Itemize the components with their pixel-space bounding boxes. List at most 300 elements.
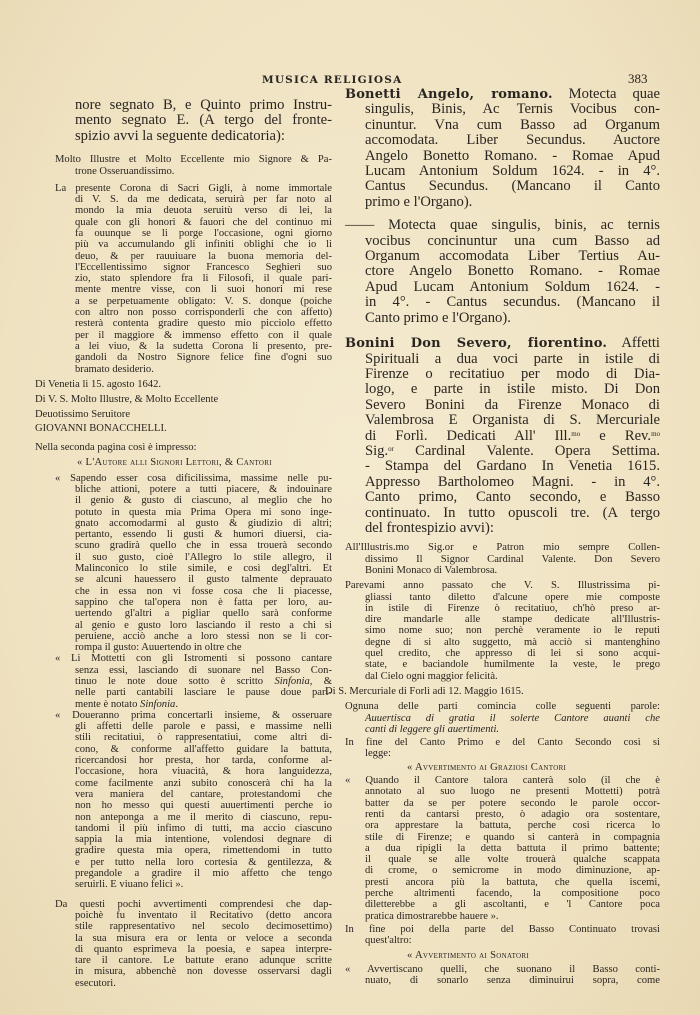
text-line xyxy=(365,877,660,888)
text-segment: seruirli. E viuano felici ». xyxy=(75,879,184,891)
italic-text: Sinfonia xyxy=(140,698,176,710)
dedication-date xyxy=(35,378,332,390)
text-line xyxy=(75,98,332,113)
text-segment: resterà contenta gradire questo mio picciolo effetto xyxy=(75,318,332,330)
text-segment: gliassi tanto diletto d'alcune opere mie composte xyxy=(365,591,660,603)
text-segment: Apud Lucam Antonium Soldum 1624. - xyxy=(365,278,660,295)
text-segment: non anteponga a me il merito di ciascuno, repu- xyxy=(75,811,332,823)
text-segment: mento segnato E. (A tergo del fronte- xyxy=(75,112,332,129)
text-line xyxy=(407,762,660,773)
text-segment: Molto Illustre et Molto Eccellente mio Signore & Pa- xyxy=(55,154,332,166)
text-line xyxy=(365,911,660,922)
text-segment: In fine del Canto Primo e del Canto Secondo così si xyxy=(345,737,660,749)
text-line xyxy=(75,318,332,329)
dedication-closing xyxy=(35,394,332,406)
text-line xyxy=(365,565,660,576)
text-line xyxy=(345,336,660,351)
text-segment: di Forlì. Dedicati All' Ill. xyxy=(365,427,572,444)
text-segment: Di S. Mercuriale di Forlì adi 12. Maggio 1615. xyxy=(325,685,524,697)
text-line xyxy=(55,473,332,484)
text-segment: Nella seconda pagina così è impresso: xyxy=(35,442,197,454)
page-number: 383 xyxy=(628,71,648,86)
author-notice-paragraph xyxy=(55,653,332,709)
text-line xyxy=(55,653,332,664)
text-line xyxy=(75,642,332,653)
text-segment: batter da se per potere secondo le parole occor- xyxy=(365,797,660,809)
text-segment: Di V. S. Molto Illustre, & Molto Eccellente xyxy=(35,394,219,406)
text-segment: renti da cantarsi presto, ò adagio ora sostentare, xyxy=(365,808,660,820)
text-segment: accomodata. Liber Secundus. Auctore xyxy=(365,132,660,149)
text-segment: annotato al suo luogo ne presenti Mottetti) potrà xyxy=(365,786,660,798)
text-line xyxy=(75,732,332,743)
dedication-salutation xyxy=(55,154,332,177)
text-segment: Affetti xyxy=(607,335,660,352)
text-line xyxy=(75,330,332,341)
text-segment: « L'Autore alli Signori Lettori, & Cantori xyxy=(77,457,272,469)
text-segment: bliche attioni, potere a tutti piacere, & indouinare xyxy=(75,483,332,495)
text-segment: cinuntur. Vna cum Basso ad Organum xyxy=(365,116,660,133)
bibliography-entry-bonetti xyxy=(345,87,660,210)
text-segment: sappino che tal'opera non è fatta per loro, au- xyxy=(75,596,332,608)
text-line xyxy=(75,812,332,823)
text-line xyxy=(365,786,660,797)
text-segment: di crome, o semicrome in modo diminuzione, ap- xyxy=(365,865,660,877)
text-segment: rompa il gusto: Auuertendo in oltre che xyxy=(75,642,242,654)
text-segment: al genio e gusto loro lasciando il resto a chi si xyxy=(75,619,332,631)
text-segment: logo, e parte in istile misto. Di Don xyxy=(365,381,660,398)
text-line xyxy=(75,352,332,363)
text-segment: mente è notato xyxy=(75,698,141,710)
text-line xyxy=(365,843,660,854)
text-segment: cono, & conforme all'affetto guidare la battuta, xyxy=(75,743,332,755)
text-segment: gradire questa mia opera, rimettendomi in tutto xyxy=(75,845,332,857)
text-segment: senza essi, lasciando di suonare nel Basso Con- xyxy=(75,664,332,676)
text-segment: a lei viuo, & la sudetta Corona li presento, pre- xyxy=(75,340,332,352)
text-segment: perche altrimenti facendo, la compositione poco xyxy=(365,887,660,899)
text-segment: Deuotissimo Seruitore xyxy=(35,409,131,421)
text-segment: Sig. xyxy=(365,442,389,459)
text-line xyxy=(75,484,332,495)
text-segment: vera maniera del cantare, protestandomi che xyxy=(75,788,332,800)
text-segment: quale con gli honori & fauori che del continuo mi xyxy=(75,216,332,228)
text-line xyxy=(77,457,332,468)
italic-text: canti di leggere gli auertimenti. xyxy=(365,723,500,735)
text-line xyxy=(55,710,332,721)
text-segment: uertendo gl'altri a pigliar quello sarà conforme xyxy=(75,608,332,620)
parts-note xyxy=(345,701,660,735)
text-segment: stile rappresentativo nel secolo decimosettimo) xyxy=(75,921,332,933)
text-line xyxy=(75,597,332,608)
text-line xyxy=(365,521,660,536)
text-segment: in misura, abbenchè non dovesse osservarsi dagli xyxy=(75,966,332,978)
entry-heading: Bonini Don Severo, fiorentino. xyxy=(345,336,608,352)
text-segment: Cantus Secundus. (Mancano il Canto xyxy=(365,178,660,195)
text-segment: nore segnato B, e Quinto primo Instru- xyxy=(75,97,332,113)
text-segment: ora apprestare la battuta, perche così ricerca lo xyxy=(365,820,660,832)
text-segment: Valembrosa E Organista di S. Mercuriale xyxy=(365,412,660,429)
text-line xyxy=(365,444,660,459)
text-line xyxy=(75,676,332,687)
text-line xyxy=(365,554,660,565)
text-segment: con altro non posso corrisponderli che con affetto) xyxy=(75,307,332,319)
text-segment: Da questi pochi avvertimenti comprendesi che dap- xyxy=(55,898,332,910)
text-segment: Di Venetia li 15. agosto 1642. xyxy=(35,378,162,390)
text-segment: tare il cantore. Le battute erano adunque scritte xyxy=(75,955,332,967)
text-segment: Parevami anno passato che V. S. Illustrissima pi- xyxy=(345,580,660,592)
text-segment: dire mandarle alle stampe dedicate all'Illustris- xyxy=(365,614,660,626)
dedication-letter xyxy=(55,183,332,375)
text-line xyxy=(75,721,332,732)
text-line xyxy=(75,834,332,845)
text-segment: in istile di Firenze ò recitatiuo, ch'hò preso ar- xyxy=(365,602,660,614)
text-line xyxy=(365,820,660,831)
text-segment: - Stampa del Gardano In Venetia 1615. xyxy=(365,458,660,475)
text-segment: simo nome suo; non perchè veramente io le reputi xyxy=(365,625,660,637)
italic-text: Sinfonia xyxy=(274,675,310,687)
text-line xyxy=(365,713,660,724)
text-segment: vocibus concinuntur una cum Basso ad xyxy=(365,232,660,249)
text-segment: dal Cielo ogni maggior felicità. xyxy=(365,670,498,682)
text-segment: nelle parti cantabili lasciare le pause doue pari- xyxy=(75,687,332,699)
text-line xyxy=(345,218,660,233)
text-line xyxy=(75,766,332,777)
text-line xyxy=(365,413,660,428)
text-segment: —— Motecta quae singulis, binis, ac ternis xyxy=(345,217,660,234)
text-line xyxy=(75,364,332,375)
text-segment: di quanto esprimeva la poesia, e sapea interpre- xyxy=(75,943,332,955)
text-segment: « Quando il Cantore talora canterà solo (il che è xyxy=(345,775,660,787)
author-notice-title xyxy=(55,457,332,468)
text-segment: Malinconico lo stile simile, e così degl'altri. Et xyxy=(75,563,332,575)
text-line xyxy=(75,857,332,868)
text-line xyxy=(75,284,332,295)
text-line xyxy=(365,295,660,310)
text-line xyxy=(365,603,660,614)
text-line xyxy=(75,744,332,755)
text-segment: tinuo le note doue sotto è scritto xyxy=(75,675,275,687)
text-segment: primo e l'Organo). xyxy=(365,193,473,210)
text-line xyxy=(35,379,332,390)
text-line xyxy=(75,113,332,128)
text-line xyxy=(365,888,660,899)
text-segment: « Avvertimento ai Sonatori xyxy=(407,950,529,962)
dedication-salutation xyxy=(345,542,660,576)
text-segment: in 4°. - Cantus secundus. (Mancano il xyxy=(365,294,660,311)
text-line xyxy=(75,194,332,205)
dedication-letter xyxy=(345,580,660,682)
text-line xyxy=(365,865,660,876)
text-segment: « Avvertiscano quelli, che suonano il Basso conti- xyxy=(345,963,660,975)
text-line xyxy=(55,154,332,165)
text-segment: legge: xyxy=(365,748,391,760)
text-segment: nuato, di sonarlo senza diminuirui sopra, come xyxy=(365,975,660,987)
text-segment: « Sapendo esser cosa dificilissima, massime nelle pu- xyxy=(55,472,332,484)
text-segment: di V. S. da me dedicata, seruirà per far noto al xyxy=(75,194,332,206)
text-segment: gnato accomodarmi al gusto & giudizio di altri; xyxy=(75,517,332,529)
text-segment: « Avvertimento ai Graziosi Cantori xyxy=(407,761,567,773)
text-line xyxy=(75,507,332,518)
text-segment: Canto primo, Canto secondo, e Basso xyxy=(365,489,660,506)
text-segment: gli affetti delle parole e passi, e massime nelli xyxy=(75,721,332,733)
notice-paragraph-players xyxy=(345,964,660,987)
text-line xyxy=(365,899,660,910)
text-segment: l'occasione, hora viuacità, & hora languidezza, xyxy=(75,766,332,778)
text-line xyxy=(75,955,332,966)
dedication-date xyxy=(325,685,660,697)
superscript-text: mo xyxy=(571,429,581,438)
text-line xyxy=(75,205,332,216)
text-segment: trone Osseruandissimo. xyxy=(75,165,175,177)
text-line xyxy=(365,490,660,505)
text-line xyxy=(365,935,660,946)
text-segment: gandoli da Nostro Signore felice fine d'ogni suo xyxy=(75,352,332,364)
text-segment: l'Eccellentissimo signor Francesco Seghieri suo xyxy=(75,261,332,273)
text-line xyxy=(365,311,660,326)
text-line xyxy=(35,423,332,434)
bibliography-entry-bonini xyxy=(345,336,660,536)
text-segment: più va accumulando gli infiniti oblighi che io li xyxy=(75,239,332,251)
text-line xyxy=(365,249,660,264)
text-line xyxy=(75,755,332,766)
text-line xyxy=(365,648,660,659)
text-line xyxy=(407,950,660,961)
text-line xyxy=(345,737,660,748)
notice-title-singers xyxy=(345,762,660,773)
text-line xyxy=(75,944,332,955)
text-segment: pratica dimostrarebbe hauere ». xyxy=(365,910,499,922)
text-segment: deuo, & per rauuiuare la buona memoria del- xyxy=(75,250,332,262)
text-line xyxy=(75,687,332,698)
second-page-note xyxy=(35,442,332,454)
text-line xyxy=(55,899,332,910)
commentary-paragraph xyxy=(55,899,332,989)
text-segment: ctore Angelo Bonetto Romano. - Romae xyxy=(365,263,660,280)
text-line xyxy=(365,832,660,843)
text-segment: poichè fu inventato il Recitativo (detto ancora xyxy=(75,909,332,921)
text-segment: Angelo Bonetto Romano. - Romae Apud xyxy=(365,147,660,164)
text-line xyxy=(365,459,660,474)
text-segment: se alcuni hauessero il gusto talmente deprauato xyxy=(75,574,332,586)
text-segment: bramato desiderio. xyxy=(75,363,154,375)
text-segment: il suo gusto, cioè l'Allegro lo stile allegro, il xyxy=(75,551,332,563)
text-line xyxy=(345,924,660,935)
text-line xyxy=(75,586,332,597)
bibliography-entry-bonetti-2 xyxy=(345,218,660,326)
text-segment: In fine poi della parte del Basso Continuato trovasi xyxy=(345,923,660,935)
text-line xyxy=(365,625,660,636)
text-segment: che in essa non vi fosse cosa che li piacesse, xyxy=(75,585,332,597)
text-segment: pregandole a gradire il mio affetto che tengo xyxy=(75,868,332,880)
text-segment: ricercandosi hor presta, hor tarda, conforme al- xyxy=(75,755,332,767)
text-segment: Ognuna delle parti comincia colle seguenti parole: xyxy=(345,701,660,713)
text-line xyxy=(365,429,660,444)
text-line xyxy=(365,798,660,809)
text-segment: singulis, Binis, Ac Ternis Vocibus con- xyxy=(365,101,660,118)
left-column xyxy=(35,97,332,989)
text-segment: a se perpetuamente obligato: V. S. donque (poiche xyxy=(75,295,332,307)
text-segment: la sua misura era or lenta or veloce a seconda xyxy=(75,932,332,944)
text-line xyxy=(365,280,660,295)
text-line xyxy=(365,809,660,820)
text-segment: del frontespizio avvi): xyxy=(365,519,494,536)
text-line xyxy=(75,341,332,352)
text-line xyxy=(365,382,660,397)
text-segment: Spirituali a dua voci parte in istile di xyxy=(365,350,660,367)
text-segment: pertanto, essendo li gusti & humori diuersi, cia- xyxy=(75,529,332,541)
text-line xyxy=(365,179,660,194)
text-line xyxy=(75,789,332,800)
text-segment: e per tutto nella loro cortesia & gentilezza, & xyxy=(75,856,332,868)
text-line xyxy=(75,868,332,879)
text-line xyxy=(365,975,660,986)
text-line xyxy=(75,239,332,250)
text-segment: , & xyxy=(309,675,332,687)
text-segment: dissimo Il Signor Cardinal Valente. Don Severo xyxy=(365,553,660,565)
text-line xyxy=(365,659,660,670)
text-line xyxy=(345,542,660,553)
text-segment: esecutori. xyxy=(75,977,116,989)
text-segment: « Li Mottetti con gli Istromenti si possono cantare xyxy=(55,653,332,665)
text-line xyxy=(325,686,660,697)
text-segment: zio, stato splendore fra li Filosofi, il quale pari- xyxy=(75,273,332,285)
text-segment: . xyxy=(175,698,178,710)
text-line xyxy=(365,398,660,413)
text-line xyxy=(365,234,660,249)
text-segment: quest'altro: xyxy=(365,935,412,947)
text-line xyxy=(365,102,660,117)
text-line xyxy=(75,129,332,144)
text-line xyxy=(35,409,332,420)
text-line xyxy=(75,574,332,585)
dedication-servant xyxy=(35,409,332,421)
text-segment: scuno gradirà quello che in essa trouerà secondo xyxy=(75,540,332,552)
text-segment: Appresso Bartholomeo Magni. - in 4°. xyxy=(365,473,660,490)
notice-title-players xyxy=(345,950,660,961)
text-line xyxy=(75,800,332,811)
text-line xyxy=(365,475,660,490)
text-segment: per il maggiore & immenso effetto con il quale xyxy=(75,329,332,341)
text-segment: mente mentre visse, con li suoi honori mi rese xyxy=(75,284,332,296)
text-segment: Organum accomodata Liber Tertius Au- xyxy=(365,248,660,265)
text-line xyxy=(365,264,660,279)
text-segment: GIOVANNI BONACCHELLI. xyxy=(35,422,167,434)
text-line xyxy=(75,921,332,932)
text-segment: peruiene, acciò anche a loro stessi non se li cor- xyxy=(75,630,332,642)
text-line xyxy=(345,775,660,786)
text-segment: degne di si alto suggetto, mà acciò si mantenghino xyxy=(365,636,660,648)
text-line xyxy=(75,699,332,710)
notice-paragraph-singers xyxy=(345,775,660,922)
text-segment: stili recitatiui, ò rappresentatiui, come altri di- xyxy=(75,732,332,744)
italic-text: Auuertisca di gratia il solerte Cantore auanti che xyxy=(365,712,660,724)
text-segment: Firenze o recitatiuo per modo di Dia- xyxy=(365,365,660,382)
text-segment: diletterebbe a gli ascoltanti, e 'l Cantore poca xyxy=(365,899,660,911)
text-segment: continuato. In tutto opuscoli tre. (A tergo xyxy=(365,504,660,521)
text-line xyxy=(35,442,332,453)
text-line xyxy=(75,563,332,574)
text-line xyxy=(75,978,332,989)
text-line xyxy=(365,671,660,682)
superscript-text: mo xyxy=(651,429,661,438)
text-segment: Canto primo e l'Organo). xyxy=(365,309,511,326)
text-line xyxy=(365,352,660,367)
text-segment: sappia la mia intentione, volendosi degnare di xyxy=(75,834,332,846)
text-line xyxy=(75,778,332,789)
text-line xyxy=(365,724,660,735)
text-segment: il genio & gusto di ciascuno, al meglio che ho xyxy=(75,495,332,507)
text-line xyxy=(75,608,332,619)
text-segment: Cardinal Valente. Opera Settima. xyxy=(393,442,660,459)
text-line xyxy=(365,164,660,179)
text-segment: mondo la mia deuota seruitù verso di lei, la xyxy=(75,205,332,217)
text-segment: Severo Bonini da Firenze Monaco di xyxy=(365,396,660,413)
text-segment: « Doueranno prima concertarli insieme, & osseruare xyxy=(55,709,332,721)
text-segment: stile di Firenze; e quando si canterà in compagnia xyxy=(365,831,660,843)
text-line xyxy=(365,854,660,865)
text-segment: quel credito, che appresso di lei si sono acqui- xyxy=(365,648,660,660)
text-segment: La presente Corona di Sacri Gigli, à nome immortale xyxy=(55,182,332,194)
text-line xyxy=(75,845,332,856)
text-segment: spizio avvi la seguente dedicatoria): xyxy=(75,127,285,144)
text-segment: Motecta quae xyxy=(552,86,660,102)
text-line xyxy=(365,614,660,625)
text-line xyxy=(75,966,332,977)
text-line xyxy=(75,631,332,642)
text-line xyxy=(75,495,332,506)
text-line xyxy=(75,228,332,239)
superscript-text: or xyxy=(388,444,394,453)
text-line xyxy=(75,251,332,262)
text-line xyxy=(365,367,660,382)
text-line xyxy=(75,529,332,540)
text-segment: Lucam Antonium Soldum 1624. - in 4°. xyxy=(365,163,660,180)
text-segment: potuto in questa mia Prima Opera mi sono inge- xyxy=(75,506,332,518)
text-segment: il quale se alle volte trouerà qualche scappata xyxy=(365,854,660,866)
text-line xyxy=(35,394,332,405)
text-line xyxy=(75,166,332,177)
text-line xyxy=(365,637,660,648)
text-line xyxy=(55,183,332,194)
text-line xyxy=(75,217,332,228)
end-note-bass xyxy=(345,924,660,947)
text-line xyxy=(75,910,332,921)
text-segment: presti ancora più la battuta, che quella iscemi, xyxy=(365,876,660,888)
text-line xyxy=(365,118,660,133)
text-line xyxy=(365,748,660,759)
text-line xyxy=(75,296,332,307)
author-notice-paragraph xyxy=(55,473,332,654)
text-segment: tandomi il più infimo di tutti, ma accio ciascuno xyxy=(75,822,332,834)
text-segment: a dua ripigli la detta battuta il primo battente; xyxy=(365,842,660,854)
text-segment: Bonini Monaco di Valembrosa. xyxy=(365,564,498,576)
text-line xyxy=(75,823,332,834)
text-line xyxy=(75,879,332,890)
text-line xyxy=(365,149,660,164)
text-segment: fa ouunque se li porge l'occasione, ogni giorno xyxy=(75,228,332,239)
running-title: MUSICA RELIGIOSA xyxy=(262,74,403,86)
text-line xyxy=(75,518,332,529)
text-segment: state, e baciandole humilmente la veste, le prego xyxy=(365,659,660,671)
right-column xyxy=(325,86,661,987)
text-line xyxy=(75,307,332,318)
intro-paragraph xyxy=(55,98,332,144)
text-segment: come facilmente anzi subito conoscerà chi ha la xyxy=(75,777,332,789)
text-line xyxy=(75,620,332,631)
text-line xyxy=(365,506,660,521)
end-note xyxy=(345,737,660,760)
text-segment: All'Illustris.mo Sig.or e Patron mio sempre Collen- xyxy=(345,542,660,554)
entry-heading: Bonetti Angelo, romano. xyxy=(345,87,553,102)
